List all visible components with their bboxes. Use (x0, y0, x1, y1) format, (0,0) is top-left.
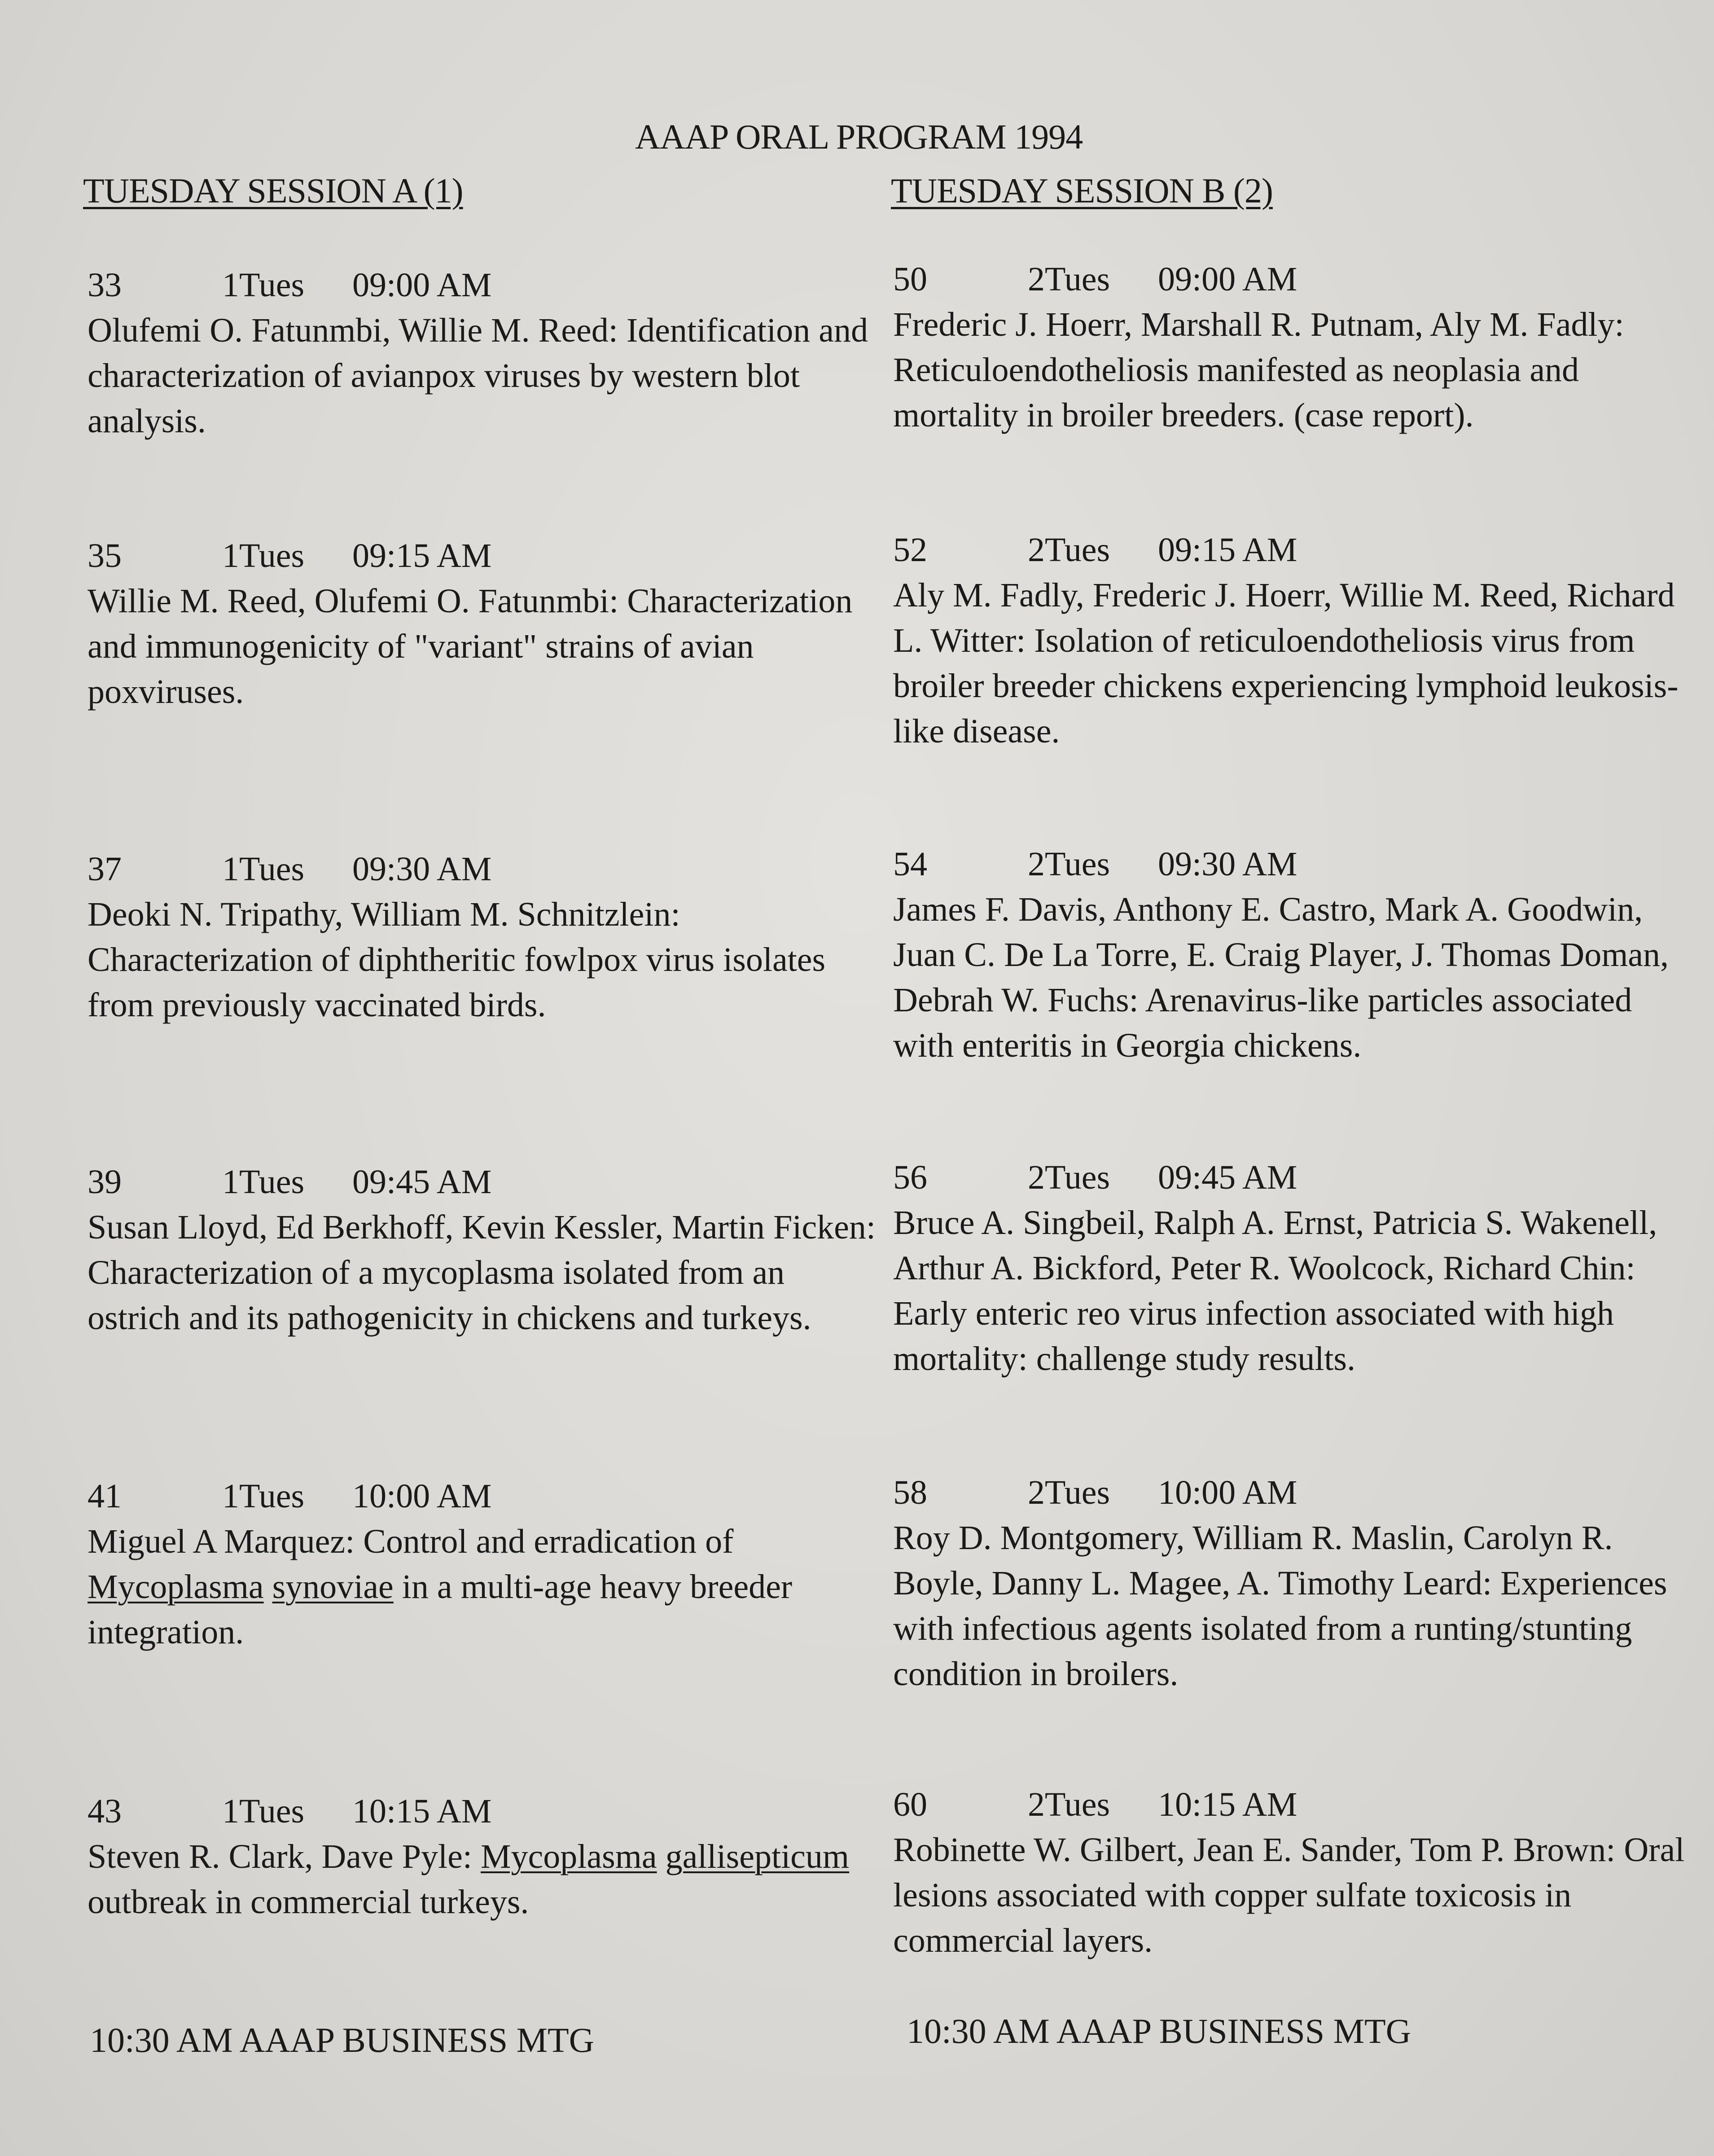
abstract-time: 09:30 AM (352, 850, 492, 888)
session-day: 2Tues (1028, 845, 1110, 883)
abstract-text: Frederic J. Hoerr, Marshall R. Putnam, Aly M. Fadly: Reticuloendotheliosis manifested as neoplasia and mortality in broiler breeders. (case report). (893, 306, 1624, 434)
session-day: 1Tues (222, 1792, 305, 1830)
abstract-time: 10:00 AM (1158, 1474, 1298, 1511)
abstract-time: 09:00 AM (1158, 260, 1298, 298)
abstract-number: 39 (88, 1163, 122, 1201)
abstract-time: 09:45 AM (352, 1163, 492, 1201)
abstract-time: 09:15 AM (1158, 531, 1298, 569)
abstract-text: Willie M. Reed, Olufemi O. Fatunmbi: Characterization and immunogenicity of "variant" strains of avian poxviruses. (88, 582, 853, 711)
abstract-entry (88, 533, 877, 715)
abstract-number: 52 (893, 531, 927, 569)
abstract-text: Bruce A. Singbeil, Ralph A. Ernst, Patricia S. Wakenell, Arthur A. Bickford, Peter R. Woolcock, Richard Chin: Early enteric reo virus infection associated with high mortality: challenge study results. (893, 1204, 1657, 1378)
session-b-heading: TUESDAY SESSION B (2) (891, 171, 1273, 210)
abstract-entry (88, 847, 877, 1028)
abstract-time: 10:15 AM (1158, 1786, 1298, 1823)
session-day: 2Tues (1028, 531, 1110, 569)
abstract-text: Robinette W. Gilbert, Jean E. Sander, Tom P. Brown: Oral lesions associated with copper sulfate toxicosis in commercial layers. (893, 1831, 1685, 1959)
abstract-entry (893, 527, 1701, 754)
abstract-text: Aly M. Fadly, Frederic J. Hoerr, Willie M. Reed, Richard L. Witter: Isolation of reticuloendotheliosis virus from broiler breeder chickens experiencing lymphoid leukosis-like disease. (893, 576, 1679, 750)
abstract-number: 60 (893, 1786, 927, 1823)
abstract-text: Miguel A Marquez: Control and erradication of Mycoplasma synoviae in a multi-age heavy breeder integration. (88, 1523, 793, 1651)
abstract-time: 09:00 AM (352, 266, 492, 304)
abstract-entry (893, 257, 1701, 438)
abstract-entry (88, 1789, 877, 1925)
abstract-entry (893, 842, 1701, 1068)
organism-species: synoviae (272, 1568, 394, 1606)
abstract-entry (893, 1782, 1701, 1963)
abstract-text: James F. Davis, Anthony E. Castro, Mark A. Goodwin, Juan C. De La Torre, E. Craig Player, J. Thomas Doman, Debrah W. Fuchs: Arenavirus-like particles associated with enteritis in Georgia chickens. (893, 891, 1669, 1064)
session-a-heading: TUESDAY SESSION A (1) (83, 171, 463, 210)
abstract-text: Susan Lloyd, Ed Berkhoff, Kevin Kessler, Martin Ficken: Characterization of a mycoplasma isolated from an ostrich and its pathogenicity in chickens and turkeys. (88, 1208, 876, 1337)
abstract-entry (893, 1470, 1701, 1697)
business-meeting-a: 10:30 AM AAAP BUSINESS MTG (90, 2020, 594, 2059)
abstract-number: 35 (88, 537, 122, 575)
abstract-number: 37 (88, 850, 122, 888)
abstract-number: 50 (893, 260, 927, 298)
abstract-time: 09:45 AM (1158, 1159, 1298, 1196)
session-day: 1Tues (222, 266, 305, 304)
session-day: 2Tues (1028, 1159, 1110, 1196)
organism-genus: Mycoplasma (480, 1838, 657, 1875)
page-title: AAAP ORAL PROGRAM 1994 (635, 117, 1083, 156)
abstract-number: 54 (893, 845, 927, 883)
abstract-time: 09:30 AM (1158, 845, 1298, 883)
abstract-number: 56 (893, 1159, 927, 1196)
session-day: 2Tues (1028, 1786, 1110, 1823)
session-day: 1Tues (222, 1163, 305, 1201)
session-day: 2Tues (1028, 1474, 1110, 1511)
abstract-time: 09:15 AM (352, 537, 492, 575)
session-day: 1Tues (222, 1477, 305, 1515)
business-meeting-b: 10:30 AM AAAP BUSINESS MTG (907, 2011, 1411, 2051)
abstract-text: Olufemi O. Fatunmbi, Willie M. Reed: Identification and characterization of avianpox viruses by western blot analysis. (88, 312, 868, 440)
session-day: 1Tues (222, 850, 305, 888)
session-day: 1Tues (222, 537, 305, 575)
organism-genus: Mycoplasma (88, 1568, 264, 1606)
session-day: 2Tues (1028, 260, 1110, 298)
organism-species: gallisepticum (665, 1838, 850, 1875)
abstract-entry (88, 1159, 877, 1341)
abstract-time: 10:15 AM (352, 1792, 492, 1830)
abstract-time: 10:00 AM (352, 1477, 492, 1515)
abstract-number: 58 (893, 1474, 927, 1511)
abstract-text: Roy D. Montgomery, William R. Maslin, Carolyn R. Boyle, Danny L. Magee, A. Timothy Leard: Experiences with infectious agents isolated from a runting/stunting condition in broilers. (893, 1519, 1667, 1693)
abstract-number: 33 (88, 266, 122, 304)
abstract-entry (88, 1474, 877, 1655)
abstract-number: 41 (88, 1477, 122, 1515)
abstract-entry (893, 1155, 1701, 1382)
abstract-entry (88, 263, 877, 444)
abstract-text: Steven R. Clark, Dave Pyle: Mycoplasma gallisepticum outbreak in commercial turkeys. (88, 1838, 850, 1921)
abstract-text: Deoki N. Tripathy, William M. Schnitzlein: Characterization of diphtheritic fowlpox virus isolates from previously vaccinated birds. (88, 896, 826, 1024)
abstract-number: 43 (88, 1792, 122, 1830)
